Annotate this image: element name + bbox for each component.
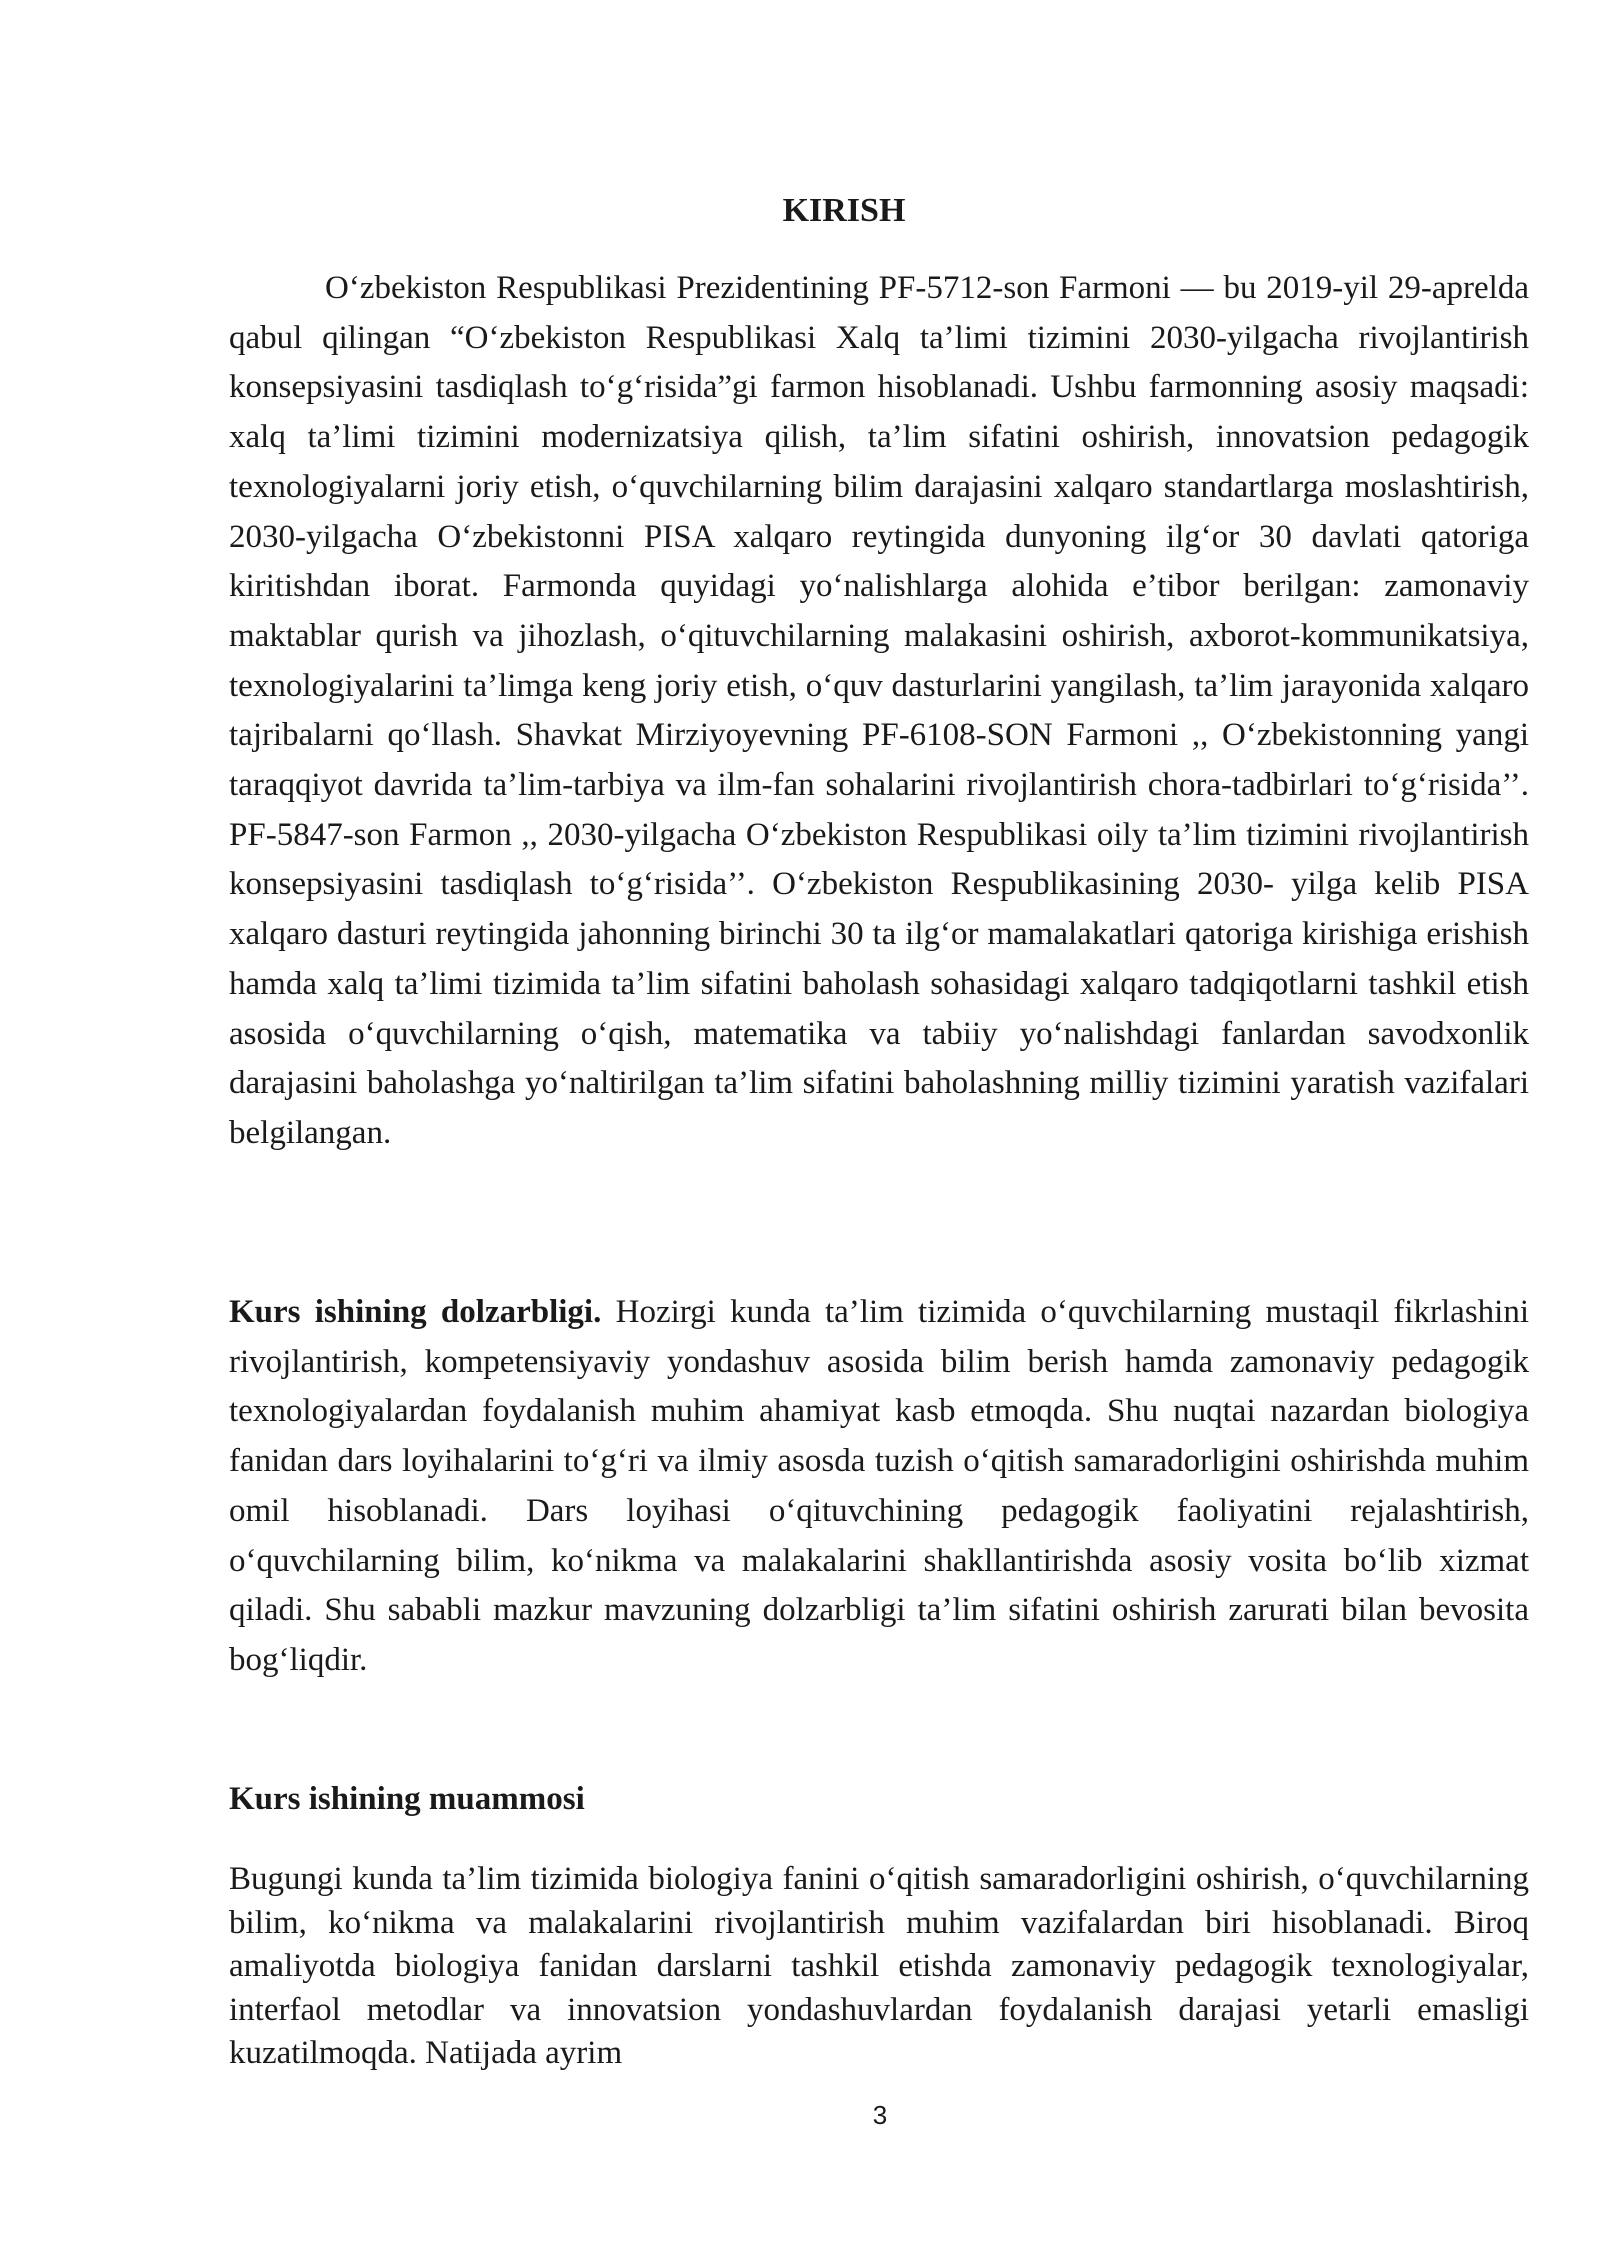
section-title: KIRISH: [782, 192, 906, 229]
intro-paragraph: O‘zbekiston Respublikasi Prezidentining PF-5712-son Farmoni — bu 2019-yil 29-aprelda qabul qilingan “O‘zbekiston Respublikasi Xalq ta’limi tizimini 2030-yilgacha rivojlantirish konsepsiyasini tasdiqlash to‘g‘risida”gi farmon hisoblanadi. Ushbu farmonning asosiy maqsadi: xalq ta’limi tizimini modernizatsiya qilish, ta’lim sifatini oshirish, innovatsion pedagogik texnologiyalarni joriy etish, o‘quvchilarning bilim darajasini xalqaro standartlarga moslashtirish, 2030-yilgacha O‘zbekistonni PISA xalqaro reytingida dunyoning ilg‘or 30 davlati qatoriga kiritishdan iborat. Farmonda quyidagi yo‘nalishlarga alohida e’tibor berilgan: zamonaviy maktablar qurish va jihozlash, o‘qituvchilarning malakasini oshirish, axborot-kommunikatsiya, texnologiyalarini ta’limga keng joriy etish, o‘quv dasturlarini yangilash, ta’lim jarayonida xalqaro tajribalarni qo‘llash. Shavkat Mirziyoyevning PF-6108-SON Farmoni ,, O‘zbekistonning yangi taraqqiyot davrida ta’lim-tarbiya va ilm-fan sohalarini rivojlantirish chora-tadbirlari to‘g‘risida’’. PF-5847-son Farmon ,, 2030-yilgacha O‘zbekiston Respublikasi oily ta’lim tizimini rivojlantirish konsepsiyasini tasdiqlash to‘g‘risida’’. O‘zbekiston Respublikasining 2030- yilga kelib PISA xalqaro dasturi reytingida jahonning birinchi 30 ta ilg‘or mamalakatlari qatoriga kirishiga erishish hamda xalq ta’limi tizimida ta’lim sifatini baholash sohasidagi xalqaro tadqiqotlarni tashkil etish asosida o‘quvchilarning o‘qish, matematika va tabiiy yo‘nalishdagi fanlardan savodxonlik darajasini baholashga yo‘naltirilgan ta’lim sifatini baholashning milliy tizimini yaratish vazifalari belgilangan.: [229, 270, 1529, 1151]
relevance-text: Hozirgi kunda ta’lim tizimida o‘quvchilarning mustaqil fikrlashini rivojlantirish, kompetensiyaviy yondashuv asosida bilim berish hamda zamonaviy pedagogik texnologiyalardan foydalanish muhim ahamiyat kasb etmoqda. Shu nuqtai nazardan biologiya fanidan dars loyihalarini to‘g‘ri va ilmiy asosda tuzish o‘qitish samaradorligini oshirishda muhim omil hisoblanadi. Dars loyihasi o‘qituvchining pedagogik faoliyatini rejalashtirish, o‘quvchilarning bilim, ko‘nikma va malakalarini shakllantirishda asosiy vosita bo‘lib xizmat qiladi. Shu sababli mazkur mavzuning dolzarbligi ta’lim sifatini oshirish zarurati bilan bevosita bog‘liqdir.: [229, 1294, 1530, 1678]
relevance-paragraph: [229, 1288, 1529, 1686]
problem-paragraph: Bugungi kunda ta’lim tizimida biologiya fanini o‘qitish samaradorligini oshirish, o‘quvchilarning bilim, ko‘nikma va malakalarini rivojlantirish muhim vazifalardan biri hisoblanadi. Biroq amaliyotda biologiya fanidan darslarni tashkil etishda zamonaviy pedagogik texnologiyalar, interfaol metodlar va innovatsion yondashuvlardan foydalanish darajasi yetarli emasligi kuzatilmoqda. Natijada ayrim: [229, 1861, 1529, 2072]
page-number: 3: [872, 2100, 888, 2130]
relevance-lead: Kurs ishining dolzarbligi.: [229, 1294, 602, 1330]
problem-heading: Kurs ishining muammosi: [229, 1781, 585, 1817]
